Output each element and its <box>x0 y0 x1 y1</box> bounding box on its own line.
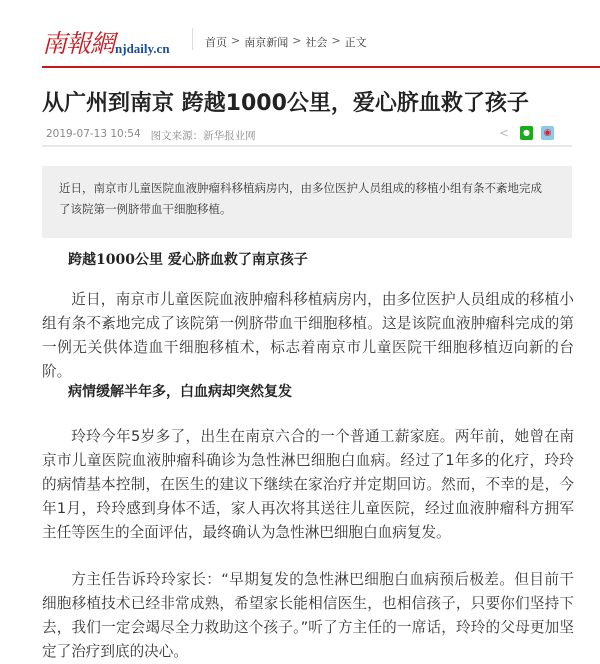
weibo-icon[interactable]: ◉ <box>541 126 554 140</box>
article-meta <box>46 128 256 143</box>
breadcrumb-current: 正文 <box>344 36 367 49</box>
paragraph: 玲玲今年5岁多了，出生在南京六合的一个普通工薪家庭。两年前，她曾在南京市儿童医院血液肿瘤科确诊为急性淋巴细胞白血病。经过了1年多的化疗，玲玲的病情基本控制，在医生的建议下继续在家治疗并定期回访。然而，不幸的是，今年1月，玲玲感到身体不适，家人再次将其送往儿童医院，经过血液肿瘤科方拥军主任等医生的全面评估，最终确认为急性淋巴细胞白血病复发。 <box>42 428 574 541</box>
paragraph: 近日，南京市儿童医院血液肿瘤科移植病房内，由多位医护人员组成的移植小组有条不紊地完成了该院第一例脐带血干细胞移植。这是该院血液肿瘤科完成的第一例无关供体造血干细胞移植术，标志着南京市儿童医院干细胞移植迈向新的台阶。 <box>42 291 574 380</box>
logo-domain: njdaily.cn <box>115 41 170 56</box>
section-heading: 跨越1000公里 爱心脐血救了南京孩子 <box>68 252 308 268</box>
share-bar <box>499 126 554 140</box>
breadcrumb-separator: > <box>231 34 241 47</box>
paragraph: 方主任告诉玲玲家长：“早期复发的急性淋巴细胞白血病预后极差。但目前干细胞移植技术已经非常成熟，希望家长能相信医生，也相信孩子，只要你们坚持下去，我们一定会竭尽全力救助这个孩子。”听了方主任的一席话，玲玲的父母更加坚定了治疗到底的决心。 <box>42 571 574 660</box>
breadcrumb-separator: > <box>331 34 341 47</box>
site-logo[interactable] <box>42 24 170 60</box>
breadcrumb-nanjing-news[interactable]: 南京新闻 <box>244 36 289 49</box>
breadcrumb-home[interactable]: 首页 <box>205 36 227 49</box>
article-title: 从广州到南京 跨越1000公里，爱心脐血救了孩子 <box>42 91 529 116</box>
header-divider <box>42 66 600 68</box>
breadcrumb-separator: > <box>292 34 302 47</box>
meta-divider <box>42 145 572 147</box>
logo-cn: 南報網 <box>42 29 115 58</box>
breadcrumb <box>205 34 367 50</box>
section-heading: 病情缓解半年多，白血病却突然复发 <box>68 384 292 400</box>
article-summary: 近日，南京市儿童医院血液肿瘤科移植病房内，由多位医护人员组成的移植小组有条不紊地完成了该院第一例脐带血干细胞移植。 <box>42 166 572 238</box>
article-source: 图文来源：新华报业网 <box>150 130 256 142</box>
share-icon[interactable]: < <box>499 125 510 140</box>
breadcrumb-society[interactable]: 社会 <box>305 36 328 49</box>
publish-date: 2019-07-13 10:54 <box>46 128 141 140</box>
divider <box>192 28 193 50</box>
wechat-icon[interactable]: ● <box>520 126 533 140</box>
